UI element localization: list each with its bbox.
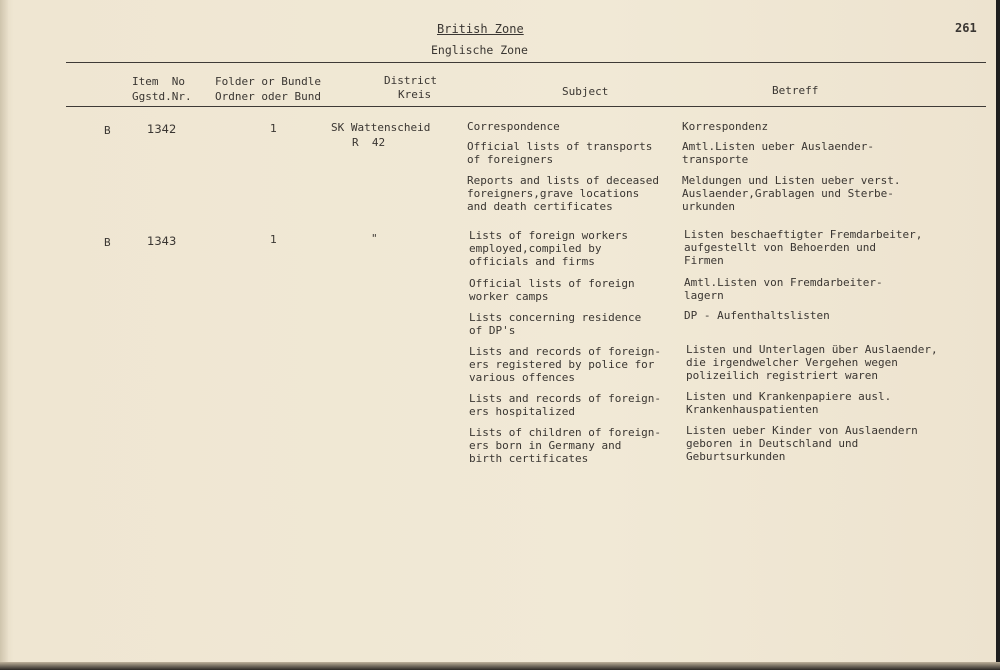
zone-title-german: Englische Zone — [431, 43, 528, 57]
subject-text: Lists of children of foreign- — [469, 426, 662, 439]
col-header-district-en: District — [384, 74, 437, 87]
col-header-folder-de: Ordner oder Bund — [215, 90, 321, 103]
col-header-folder-en: Folder or Bundle — [215, 75, 321, 88]
subject-text: Lists and records of foreign- — [469, 392, 662, 405]
betreff-text: lagern — [684, 289, 724, 302]
betreff-text: Firmen — [684, 254, 724, 267]
betreff-text: Krankenhauspatienten — [686, 403, 819, 416]
betreff-text: transporte — [682, 153, 749, 166]
subject-text: Lists of foreign workers — [469, 229, 628, 242]
header-bottom-rule — [66, 106, 986, 107]
district-code: R 42 — [352, 136, 386, 149]
betreff-text: Listen ueber Kinder von Auslaendern — [686, 424, 918, 437]
betreff-text: Amtl.Listen ueber Auslaender- — [682, 140, 875, 153]
betreff-text: Amtl.Listen von Fremdarbeiter- — [684, 276, 883, 289]
subject-text: various offences — [469, 371, 575, 384]
subject-text: birth certificates — [469, 452, 589, 465]
ditto-mark: " — [371, 232, 378, 245]
subject-text: Official lists of foreign — [469, 277, 635, 290]
subject-text: foreigners,grave locations — [467, 187, 640, 200]
betreff-text: die irgendwelcher Vergehen wegen — [686, 356, 898, 369]
subject-text: Official lists of transports — [467, 140, 653, 153]
subject-text: officials and firms — [469, 255, 595, 268]
series-letter: B — [104, 236, 111, 249]
betreff-text: aufgestellt von Behoerden und — [684, 241, 877, 254]
subject-text: Correspondence — [467, 120, 560, 133]
subject-text: ers hospitalized — [469, 405, 575, 418]
folder-number: 1 — [270, 233, 277, 246]
betreff-text: Listen und Unterlagen über Auslaender, — [686, 343, 938, 356]
subject-text: Lists and records of foreign- — [469, 345, 662, 358]
district-name: SK Wattenscheid — [331, 121, 431, 134]
betreff-text: Auslaender,Grablagen und Sterbe- — [682, 187, 894, 200]
betreff-text: Geburtsurkunden — [686, 450, 786, 463]
betreff-text: Meldungen und Listen ueber verst. — [682, 174, 901, 187]
betreff-text: Listen und Krankenpapiere ausl. — [686, 390, 892, 403]
betreff-text: polizeilich registriert waren — [686, 369, 879, 382]
item-number: 1342 — [147, 122, 177, 136]
betreff-text: Korrespondenz — [682, 120, 769, 133]
subject-text: employed,compiled by — [469, 242, 602, 255]
col-header-item-en: Item No — [132, 75, 185, 88]
page-bottom-edge — [0, 662, 1000, 670]
betreff-text: geboren in Deutschland und — [686, 437, 859, 450]
item-number: 1343 — [147, 234, 177, 248]
zone-title-english: British Zone — [437, 22, 524, 36]
folder-number: 1 — [270, 122, 277, 135]
subject-text: ers born in Germany and — [469, 439, 622, 452]
subject-text: Lists concerning residence — [469, 311, 642, 324]
subject-text: ers registered by police for — [469, 358, 655, 371]
subject-text: of foreigners — [467, 153, 554, 166]
subject-text: worker camps — [469, 290, 549, 303]
page-number: 261 — [955, 21, 977, 35]
series-letter: B — [104, 124, 111, 137]
col-header-subject: Subject — [562, 85, 609, 98]
header-top-rule — [66, 62, 986, 63]
subject-text: Reports and lists of deceased — [467, 174, 660, 187]
subject-text: of DP's — [469, 324, 516, 337]
col-header-item-de: Ggstd.Nr. — [132, 90, 192, 103]
betreff-text: DP - Aufenthaltslisten — [684, 309, 830, 322]
col-header-betreff: Betreff — [772, 84, 819, 97]
betreff-text: Listen beschaeftigter Fremdarbeiter, — [684, 228, 923, 241]
page-spine — [0, 0, 8, 662]
col-header-district-de: Kreis — [398, 88, 432, 101]
betreff-text: urkunden — [682, 200, 735, 213]
subject-text: and death certificates — [467, 200, 613, 213]
